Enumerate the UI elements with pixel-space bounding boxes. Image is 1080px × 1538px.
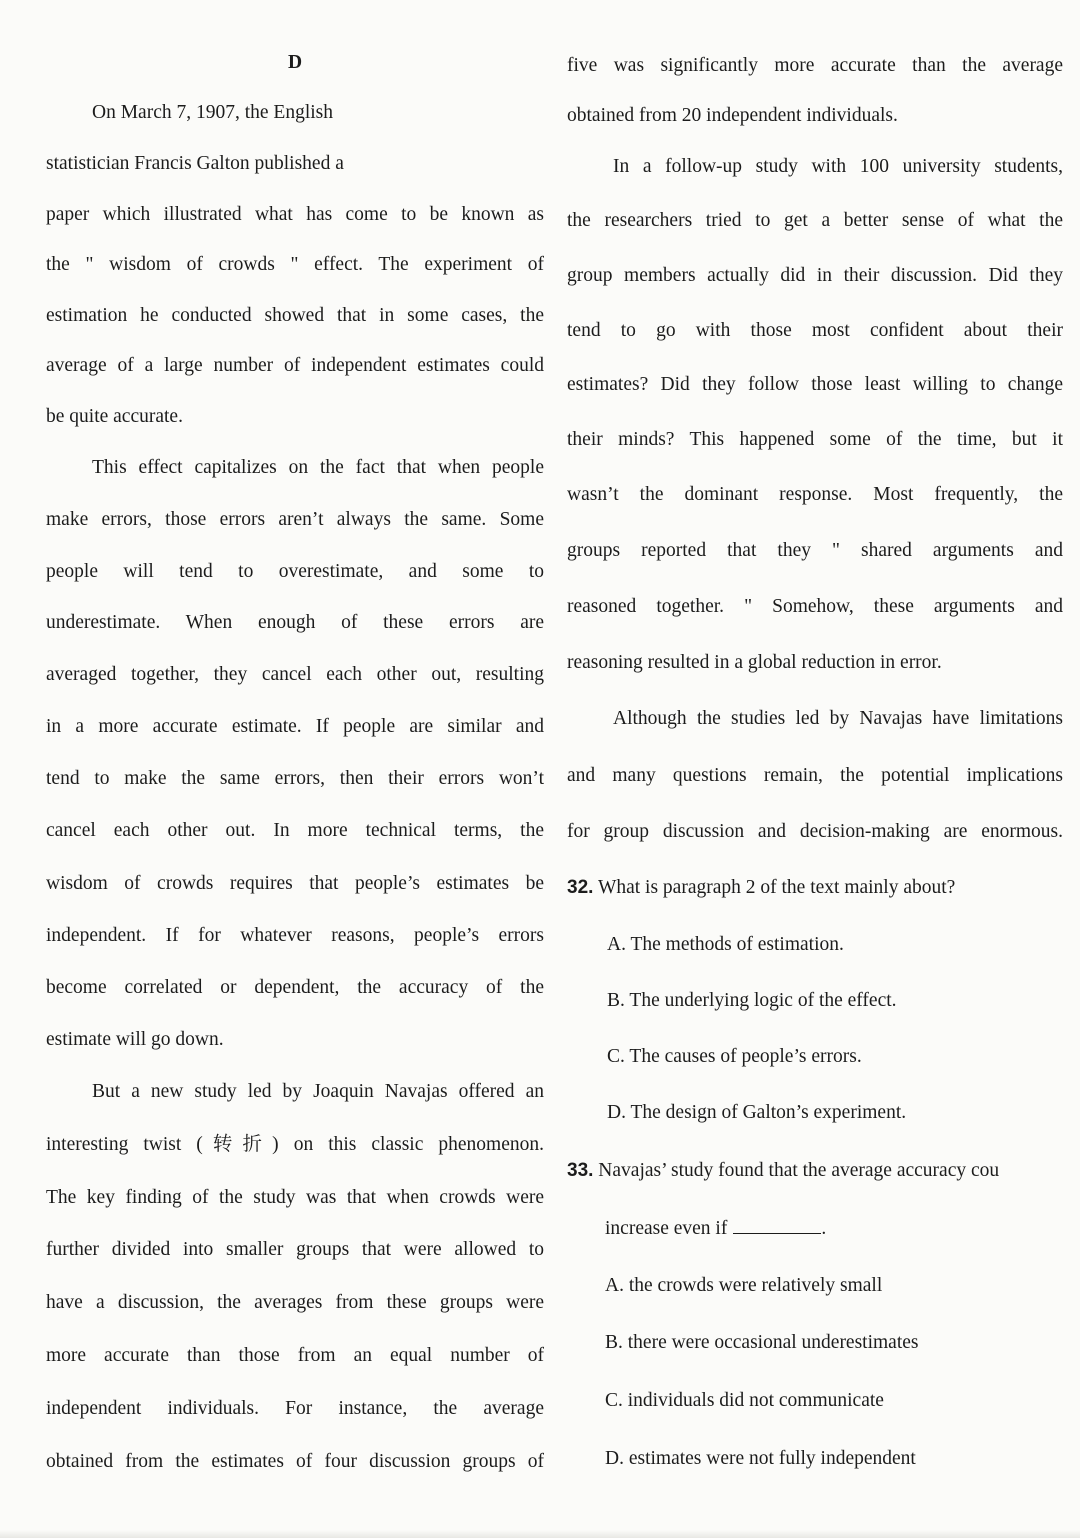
stem-end: . (821, 1218, 827, 1239)
text-line: their minds? This happened some of the time, but it (567, 429, 1063, 450)
text-line: The key finding of the study was that when crowds were (46, 1187, 544, 1208)
text-line: further divided into smaller groups that were allowed to (46, 1239, 544, 1260)
text-line: obtained from 20 independent individuals. (567, 105, 898, 126)
text-line: and many questions remain, the potential implications (567, 765, 1063, 786)
text-line: groups reported that they " shared arguments and (567, 540, 1063, 561)
text-line: for group discussion and decision-making are enormous. (567, 821, 1063, 842)
option-d: D. The design of Galton’s experiment. (607, 1102, 907, 1123)
section-heading: D (287, 52, 303, 73)
text-line: On March 7, 1907, the English (92, 102, 334, 123)
text-line: reasoning resulted in a global reduction in error. (567, 652, 942, 673)
text-line: people will tend to overestimate, and some to (46, 561, 544, 582)
question-32 (567, 875, 1063, 901)
option-b: B. there were occasional underestimates (605, 1332, 919, 1353)
question-number: 33. (567, 1160, 594, 1181)
option-a: A. The methods of estimation. (607, 934, 844, 955)
text-line: have a discussion, the averages from these groups were (46, 1292, 544, 1313)
text-line: independent individuals. For instance, the average (46, 1398, 544, 1419)
text-line: average of a large number of independent estimates could (46, 355, 544, 376)
text-line: wisdom of crowds requires that people’s estimates be (46, 873, 544, 894)
text-line: In a follow-up study with 100 university students, (613, 156, 1063, 177)
text-line: in a more accurate estimate. If people are similar and (46, 716, 544, 737)
text-line: obtained from the estimates of four discussion groups of (46, 1451, 544, 1472)
text-line: more accurate than those from an equal number of (46, 1345, 544, 1366)
text-line: interesting twist (转折) on this classic phenomenon. (46, 1134, 544, 1155)
answer-blank[interactable] (733, 1215, 821, 1234)
text-line: estimates? Did they follow those least willing to change (567, 374, 1063, 395)
text-line: reasoned together. " Somehow, these arguments and (567, 596, 1063, 617)
text-line: tend to go with those most confident about their (567, 320, 1063, 341)
text-line: five was significantly more accurate than the average (567, 55, 1063, 76)
text-line: underestimate. When enough of these errors are (46, 612, 544, 633)
text-line: cancel each other out. In more technical terms, the (46, 820, 544, 841)
question-stem-cont: increase even if (605, 1218, 728, 1239)
option-c: C. individuals did not communicate (605, 1390, 884, 1411)
text-line: But a new study led by Joaquin Navajas offered an (92, 1081, 544, 1102)
text-line: the researchers tried to get a better sense of what the (567, 210, 1063, 231)
option-b: B. The underlying logic of the effect. (607, 990, 897, 1011)
text-line: estimate will go down. (46, 1029, 224, 1050)
text-line: Although the studies led by Navajas have limitations (613, 708, 1063, 729)
option-d: D. estimates were not fully independent (605, 1448, 916, 1469)
text-line: estimation he conducted showed that in some cases, the (46, 305, 544, 326)
text-line: be quite accurate. (46, 406, 183, 427)
text-line: become correlated or dependent, the accuracy of the (46, 977, 544, 998)
option-a: A. the crowds were relatively small (605, 1275, 883, 1296)
question-stem: Navajas’ study found that the average accuracy cou (598, 1160, 1000, 1181)
text-line: tend to make the same errors, then their errors won’t (46, 768, 544, 789)
question-number: 32. (567, 877, 594, 898)
option-c: C. The causes of people’s errors. (607, 1046, 862, 1067)
text-line: statistician Francis Galton published a (46, 153, 344, 174)
page-edge-shadow (0, 1530, 1080, 1538)
text-line: make errors, those errors aren’t always the same. Some (46, 509, 544, 530)
text-line: group members actually did in their discussion. Did they (567, 265, 1063, 286)
question-33 (567, 1158, 1080, 1184)
text-line: averaged together, they cancel each other out, resulting (46, 664, 544, 685)
text-line: wasn’t the dominant response. Most frequently, the (567, 484, 1063, 505)
text-line: the " wisdom of crowds " effect. The experiment of (46, 254, 544, 275)
question-stem-continued (605, 1215, 1063, 1242)
text-line: This effect capitalizes on the fact that when people (92, 457, 544, 478)
text-line: independent. If for whatever reasons, people’s errors (46, 925, 544, 946)
question-stem: What is paragraph 2 of the text mainly about? (597, 877, 956, 898)
text-line: paper which illustrated what has come to be known as (46, 204, 544, 225)
